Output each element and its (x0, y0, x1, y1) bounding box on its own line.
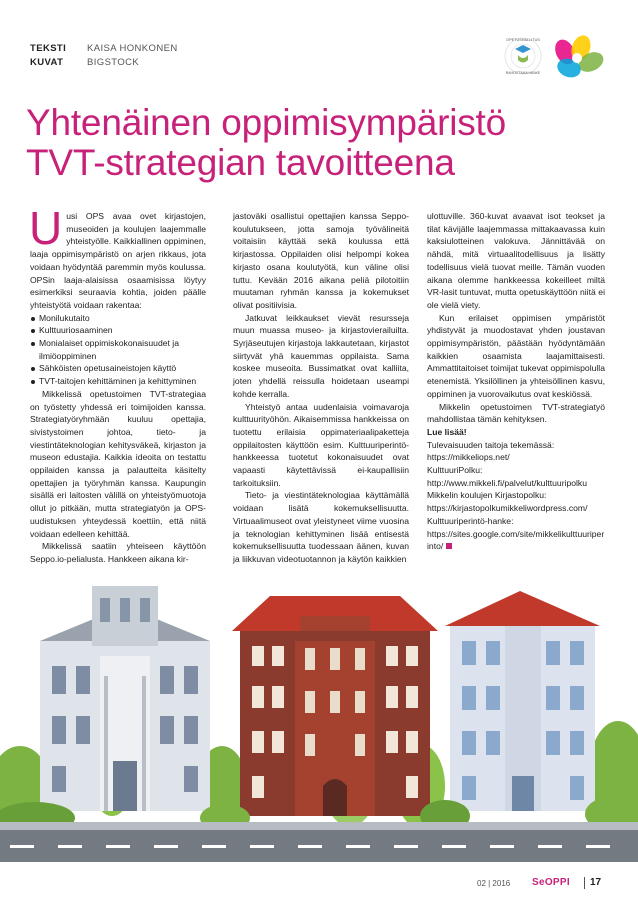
list-item: Sähköisten opetusaineistojen käyttö (30, 362, 206, 375)
project-logo (493, 28, 613, 88)
logo-ring (505, 38, 541, 75)
magazine-brand: SeOPPI (532, 877, 570, 888)
paragraph: Yhteistyö antaa uudenlaisia voimavaroja kulttuurityöhön. Aikaisemmissa hankkeissa on tuotettu erilaisia oppimateriaalipaketteja oppilaitosten käyttöön esim. Kulttuuriperintö-hankkeessa tuotetut kokonaisuudet ovat vapaasti käytettävissä ei-kaupallisiin tarkoituksiin. (233, 401, 409, 488)
issue-number: 02 | 2016 (477, 879, 511, 888)
list-item: Kulttuuriosaaminen (30, 324, 206, 337)
title-line-2: TVT-strategian tavoitteena (26, 142, 455, 183)
link-label: Mikkelin koulujen Kirjastopolku: (427, 490, 547, 501)
link-list (427, 439, 605, 553)
page-footer (0, 877, 638, 891)
link-url[interactable]: http://www.mikkeli.fi/palvelut/kulttuuripolku (427, 477, 588, 488)
footer-divider (584, 877, 585, 889)
building-left (40, 586, 210, 811)
paragraph: jastoväki osallistui opettajien kanssa Seppo-koulutukseen, jotta samoja työvälineitä voitaisiin käyttää sekä koulussa että kirjastossa. Oppilaiden olisi helpompi kokea kirjasto osana koulutyötä, kun väline olisi tuttu. Kevään 2016 aikana peliä pilotoitiin muutaman ryhmän kanssa ja kokemukset olivat positiivisia. (233, 211, 409, 310)
paragraph: Mikkelissä opetustoimen TVT-strategiaa on työstetty yhdessä eri toimijoiden kanssa. Strategiatyöryhmään kuuluu opettajia, sivistystoimen johtoa, tieto- ja viestintäteknologian kehitysväkeä, kirjaston ja museon edustajia. Kaikkia ideoita on testattu oppilaiden kanssa ja palautteita käsitelty opettajien ja työryhmän kanssa. Kaupungin sisällä eri laitosten välillä on yhteistyömuotoja ollut jo pitkään, mutta strategiatyön ja OPS-uudistuksen yhteydessä koettiin, että niitä voidaan edelleen kehittää. (30, 388, 206, 539)
bullet-list (30, 312, 206, 388)
building-right (445, 591, 600, 811)
credit-author: KAISA HONKONEN (87, 43, 178, 54)
title-line-1: Yhtenäinen oppimisympäristö (26, 102, 506, 143)
link-url[interactable]: https://mikkeliops.net/ (427, 452, 510, 463)
list-item: Monilukutaito (30, 312, 206, 325)
logo-ring-text-top: OPETUSHALLITUS (506, 38, 540, 42)
text-column-1 (29, 202, 206, 566)
sidewalk (0, 822, 638, 830)
credits (30, 42, 178, 70)
paragraph: usi OPS avaa ovet kirjastojen, museoiden ja koulujen laajemmalle yhteistyölle. Kaikkiallinen oppiminen, laaja oppimisympäristö on arjen rikkaus, jota voidaan hyödyntää paremmin myös koulussa. OPSin laaja-alaisissa osaamisissa löytyy esimerkiksi seuraavia kohtia, joiden päälle yhteistyötä voidaan rakentaa: (30, 211, 206, 310)
paragraph: Kun erilaiset oppimisen ympäristöt yhdistyvät ja muodostavat yhden joustavan oppimisympäristön, päästään hyödyntämään kaikkien osaamista laajamittaisesti. Ammattitaitoiset toimijat tukevat oppimispolulla etenemistä. Yksilöllinen ja yhteisöllinen kasvu, oppiminen ja vuorovaikutus ovat keskiössä. (427, 312, 605, 399)
logo-flower (551, 33, 606, 81)
link-label: Kulttuuriperintö-hanke: (427, 515, 514, 526)
link-label: KulttuuriPolku: (427, 465, 483, 476)
credit-label: TEKSTI (30, 43, 67, 54)
link-url-text[interactable]: https://sites.google.com/site/mikkelikulttuuriperinto/ (427, 528, 605, 552)
text-column-2 (233, 210, 409, 566)
link-label: Tulevaisuuden taitoja tekemässä: (427, 439, 555, 450)
paragraph: Jatkuvat leikkaukset vievät resursseja muun muassa museo- ja kirjastovierailuilta. Syrjäseutujen kirjastoja lakkautetaan, kirjastot siirtyvät yhä kauemmas oppilaista. Sama koskee museoita. Bussimatkat ovat kalliita, joten yhdellä reissulla hoidetaan useampi kohde kerralla. (233, 312, 409, 399)
drop-cap: U (29, 202, 63, 254)
logo-ring-text-bottom: RAHOITTAMA HANKE (505, 71, 541, 75)
list-item: Monialaiset oppimiskokonaisuudet ja ilmiöoppiminen (30, 337, 206, 362)
paragraph: Mikkelissä saatiin yhteiseen käyttöön Seppo.io-pelialusta. Hankkeen aikana kir- (30, 541, 206, 564)
text-column-3 (427, 210, 605, 553)
link-url[interactable] (427, 528, 605, 553)
buildings-illustration (0, 586, 638, 868)
credit-label: KUVAT (30, 57, 64, 68)
credit-photos: BIGSTOCK (87, 57, 140, 68)
credit-text-row (30, 42, 178, 56)
link-url[interactable]: https://kirjastopolkumikkeliwordpress.com/ (427, 503, 588, 514)
credit-photo-row (30, 56, 178, 70)
article-title (26, 103, 606, 183)
end-mark (446, 543, 452, 549)
read-more-heading: Lue lisää! (427, 426, 467, 437)
paragraph: Tieto- ja viestintäteknologiaa käyttämällä voidaan lisätä kokemuksellisuutta. Virtuaalimuseot ovat yleistyneet viime vuosina ja teknologian kehittyminen lisää entisestä kokemuksellisuutta tuodessaan äänen, kuvan ja liikkuvan videotuotannon ja käytön kaikkien (233, 490, 409, 564)
building-middle (232, 596, 438, 816)
page-number: 17 (590, 877, 602, 888)
paragraph: Mikkelin opetustoimen TVT-strategiatyö mahdollistaa tämän kehityksen. (427, 401, 605, 425)
paragraph: ulottuville. 360-kuvat avaavat isot teokset ja tilat kävijälle laajemmassa mittakaavassa kuin kaksiulotteinen valokuva. Jännittävää on nähdä, mitä virtuaalitodellisuus ja lisätty todellisuus vielä tuovat meille. Tämän vuoden aikana olemme hankkeessa kokeilleet miltä VR-lasit tuntuvat, mutta opetuskäyttöön niitä ei ole vielä viety. (427, 211, 605, 310)
list-item: TVT-taitojen kehittäminen ja kehittyminen (30, 375, 206, 388)
